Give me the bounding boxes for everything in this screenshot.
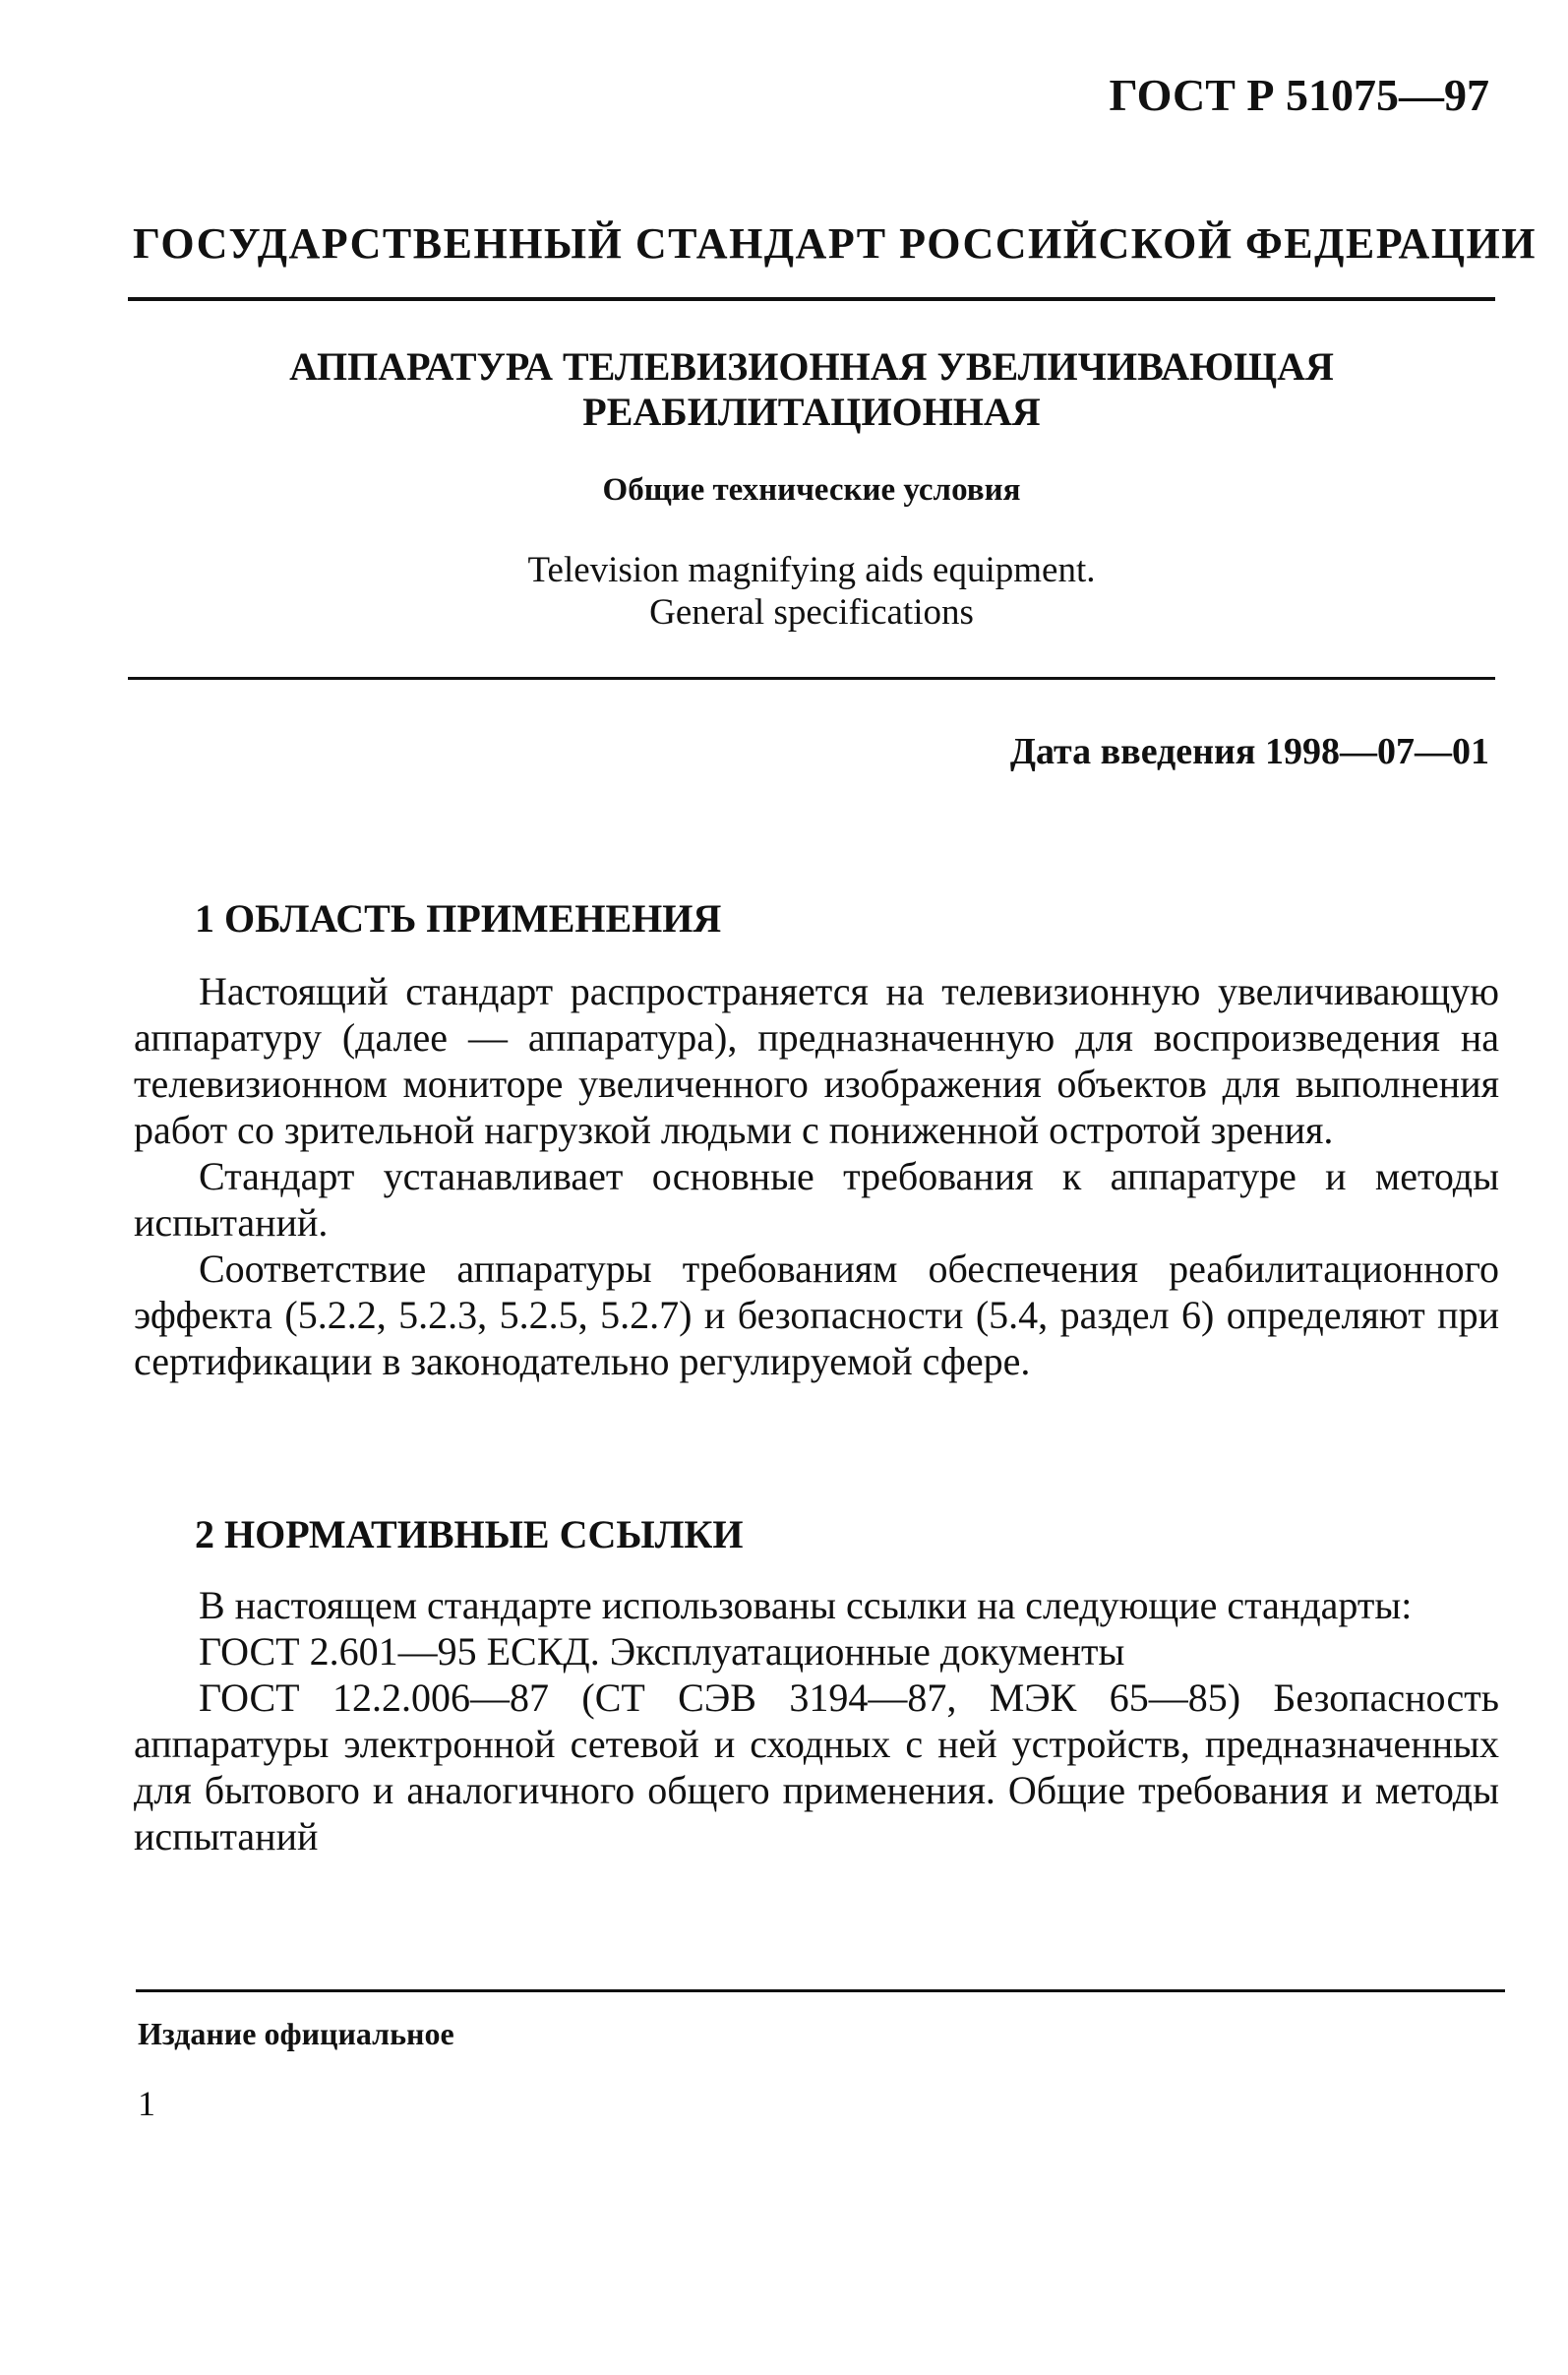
introduction-date: Дата введения 1998—07—01 [1009,731,1489,772]
document-number: ГОСТ Р 51075—97 [1109,70,1489,120]
reference-item: ГОСТ 12.2.006—87 (СТ СЭВ 3194—87, МЭК 65—85) Безопасность аппаратуры электронной сетевой и сходных с ней устройств, предназначенных для бытового и аналогичного общего применения. Общие требования и методы испытаний [134,1675,1499,1858]
official-edition-label: Издание официальное [138,2016,454,2051]
title-divider [128,677,1495,680]
reference-item: ГОСТ 2.601—95 ЕСКД. Эксплуатационные документы [199,1629,1125,1674]
document-title-en [133,549,1490,634]
title-en-line-1: Television magnifying aids equipment. [527,550,1096,590]
section-1-body [134,968,1499,1384]
section-2-body [134,1582,1499,1859]
document-title-ru [133,344,1490,435]
document-subtitle-ru: Общие технические условия [602,472,1021,508]
section-1-paragraph: Настоящий стандарт распространяется на телевизионную увеличивающую аппаратуру (далее — аппаратура), предназначенную для воспроизведения на телевизионном мониторе увеличенного изображения объектов для выполнения работ со зрительной нагрузкой людьми с пониженной остротой зрения. [134,969,1499,1152]
section-2-heading: 2 НОРМАТИВНЫЕ ССЫЛКИ [195,1512,744,1556]
title-en-line-2: General specifications [649,592,974,633]
header-divider [128,297,1495,301]
section-1-paragraph: Стандарт устанавливает основные требования к аппаратуре и методы испытаний. [134,1154,1499,1245]
section-1-paragraph: Соответствие аппаратуры требованиям обеспечения реабилитационного эффекта (5.2.2, 5.2.3, 5.2.5, 5.2.7) и безопасности (5.4, раздел 6) определяют при сертификации в законодательно регулируемой сфере. [134,1247,1499,1383]
page-number: 1 [138,2084,155,2123]
section-2-intro: В настоящем стандарте использованы ссылки на следующие стандарты: [199,1583,1413,1627]
title-ru-line-1: АППАРАТУРА ТЕЛЕВИЗИОННАЯ УВЕЛИЧИВАЮЩАЯ [289,344,1334,389]
state-standard-heading: ГОСУДАРСТВЕННЫЙ СТАНДАРТ РОССИЙСКОЙ ФЕДЕРАЦИИ [133,219,1537,268]
title-ru-line-2: РЕАБИЛИТАЦИОННАЯ [582,390,1041,434]
footer-divider [136,1989,1505,1992]
section-1-heading: 1 ОБЛАСТЬ ПРИМЕНЕНИЯ [195,896,722,941]
